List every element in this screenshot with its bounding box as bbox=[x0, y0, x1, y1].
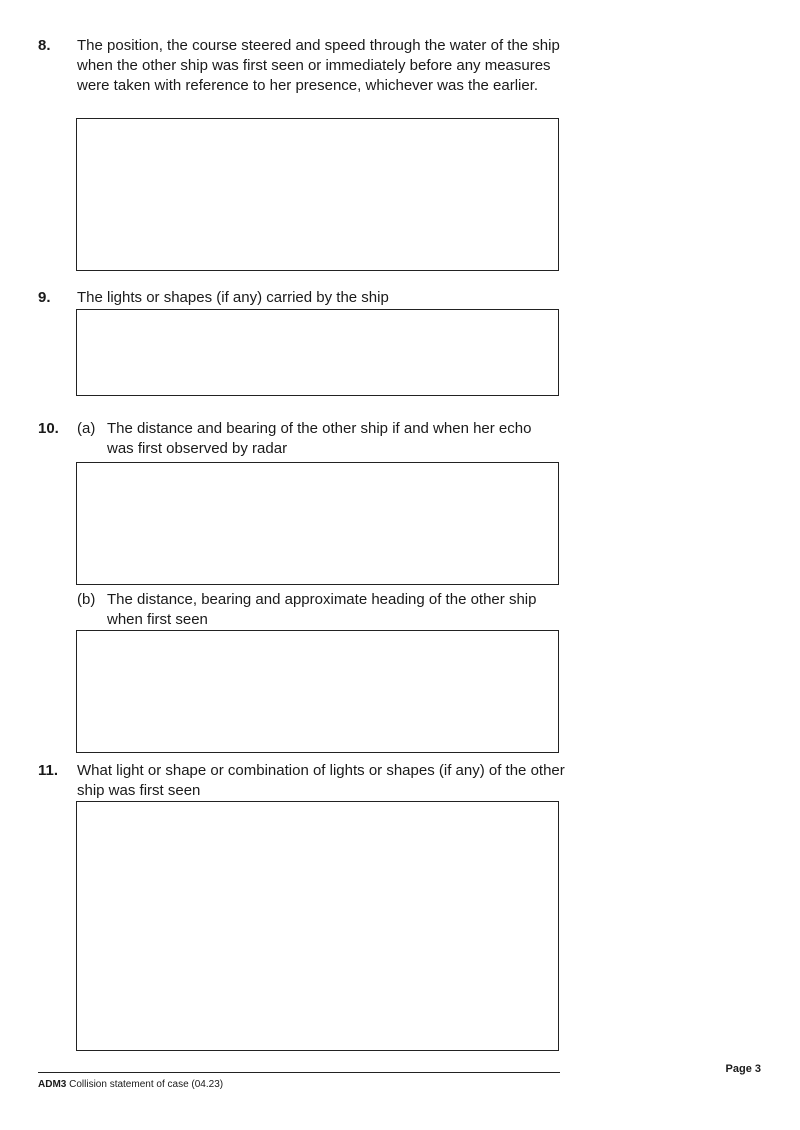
question-10a-answer-box[interactable] bbox=[76, 462, 559, 585]
question-10b-text: The distance, bearing and approximate heading of the other ship when first seen bbox=[107, 591, 537, 628]
footer-form-label bbox=[38, 1079, 223, 1091]
question-9-text: The lights or shapes (if any) carried by the ship bbox=[77, 289, 389, 306]
question-8-text: The position, the course steered and speed through the water of the ship when the other ship was first seen or immediately before any measures were taken with reference to her presence, whichever was the earlier. bbox=[77, 37, 560, 94]
question-11-answer-box[interactable] bbox=[76, 801, 559, 1051]
question-11-number: 11. bbox=[38, 762, 59, 779]
question-10b-letter: (b) bbox=[77, 591, 96, 608]
question-10-number: 10. bbox=[38, 420, 59, 437]
question-8-number: 8. bbox=[38, 37, 51, 54]
footer-form-title: Collision statement of case (04.23) bbox=[66, 1079, 224, 1090]
question-10a-text: The distance and bearing of the other ship if and when her echo was first observed by radar bbox=[107, 420, 532, 457]
page-number: Page 3 bbox=[725, 1063, 761, 1075]
question-10a-letter: (a) bbox=[77, 420, 96, 437]
footer-divider bbox=[38, 1072, 560, 1073]
question-11-text: What light or shape or combination of lights or shapes (if any) of the other ship was first seen bbox=[77, 762, 565, 799]
footer-form-code: ADM3 bbox=[38, 1079, 67, 1090]
question-8-answer-box[interactable] bbox=[76, 118, 559, 271]
question-9-number: 9. bbox=[38, 289, 51, 306]
question-10b-answer-box[interactable] bbox=[76, 630, 559, 753]
question-9-answer-box[interactable] bbox=[76, 309, 559, 396]
